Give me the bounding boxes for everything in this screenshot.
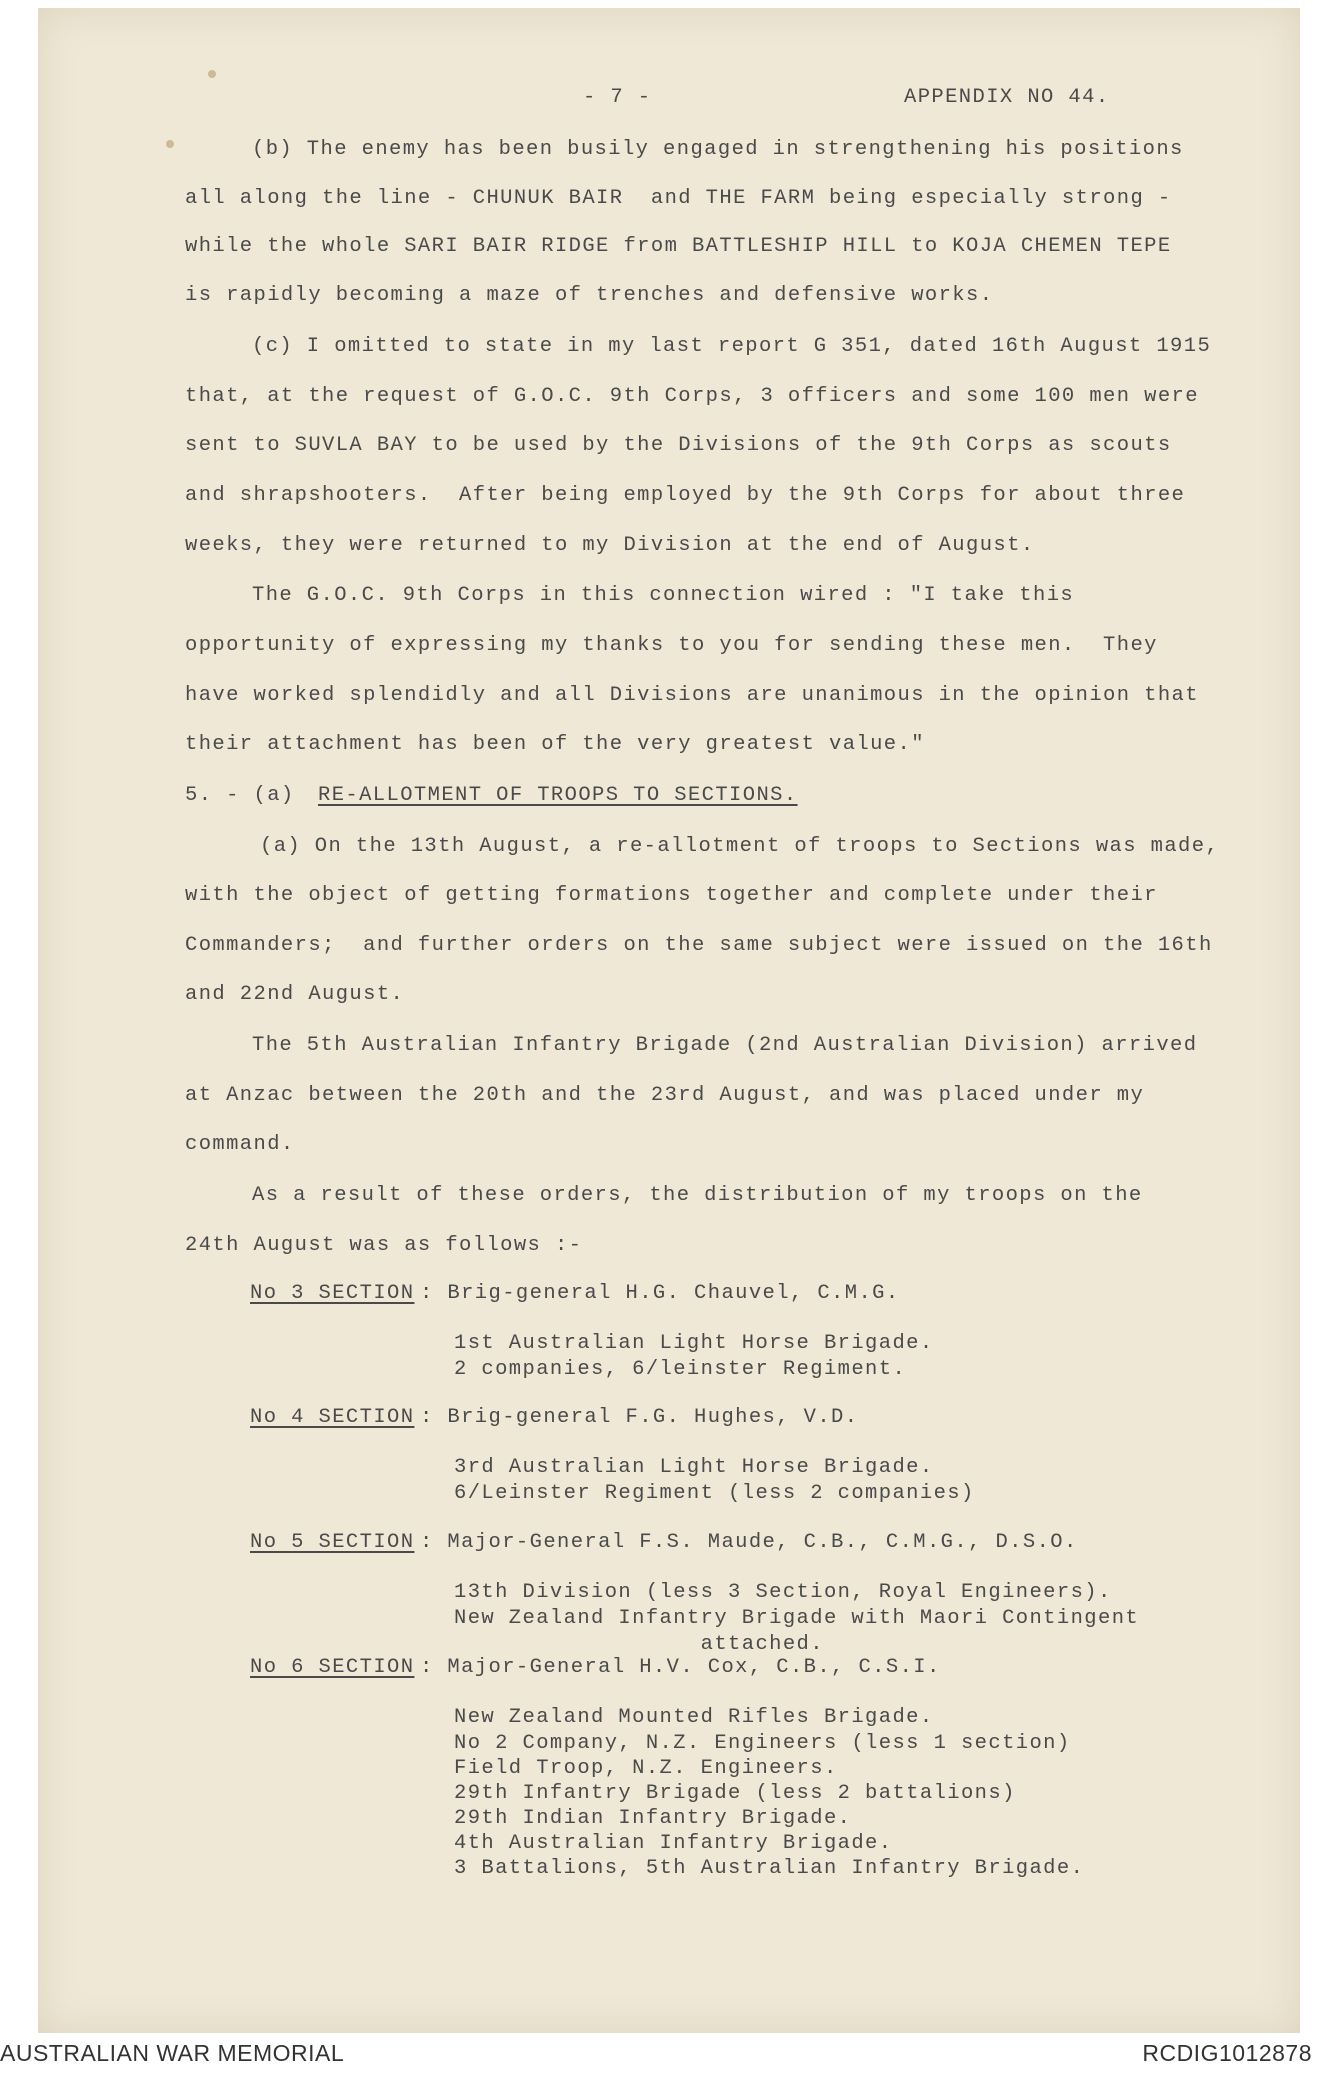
section-label: No 4 SECTION [250, 1406, 415, 1429]
paragraph-c-line: weeks, they were returned to my Division at the end of August. [185, 534, 1035, 557]
paragraph-c-line: sent to SUVLA BAY to be used by the Divisions of the 9th Corps as scouts [185, 434, 1172, 457]
section-unit: Field Troop, N.Z. Engineers. [454, 1757, 838, 1780]
paragraph-a-line: and 22nd August. [185, 983, 405, 1006]
section-unit: 3 Battalions, 5th Australian Infantry Brigade. [454, 1857, 1085, 1880]
section-label: No 3 SECTION [250, 1282, 415, 1305]
result-line: 24th August was as follows :- [185, 1234, 583, 1257]
fifth-brigade-line: at Anzac between the 20th and the 23rd August, and was placed under my [185, 1084, 1145, 1107]
section-unit: 6/Leinster Regiment (less 2 companies) [454, 1482, 975, 1505]
paper-mark [166, 140, 174, 148]
goc-paragraph-line: have worked splendidly and all Divisions are unanimous in the opinion that [185, 684, 1199, 707]
paragraph-a-line: (a) On the 13th August, a re-allotment of troops to Sections was made, [260, 835, 1220, 858]
section-label: No 6 SECTION [250, 1656, 415, 1679]
section-commander: : Brig-general F.G. Hughes, V.D. [420, 1406, 859, 1429]
section-commander: : Major-General F.S. Maude, C.B., C.M.G., D.S.O. [420, 1531, 1078, 1554]
page-number: - 7 - [583, 86, 652, 109]
section-commander: : Major-General H.V. Cox, C.B., C.S.I. [420, 1656, 941, 1679]
fifth-brigade-line: command. [185, 1133, 295, 1156]
paragraph-b-line: (b) The enemy has been busily engaged in strengthening his positions [252, 138, 1184, 161]
section-unit: 13th Division (less 3 Section, Royal Engineers). [454, 1581, 1112, 1604]
section-unit: 2 companies, 6/leinster Regiment. [454, 1358, 907, 1381]
footer-source: AUSTRALIAN WAR MEMORIAL [0, 2040, 345, 2066]
section-unit: 4th Australian Infantry Brigade. [454, 1832, 893, 1855]
section-unit: No 2 Company, N.Z. Engineers (less 1 section) [454, 1732, 1071, 1755]
result-line: As a result of these orders, the distribution of my troops on the [252, 1184, 1143, 1207]
paragraph-a-line: with the object of getting formations together and complete under their [185, 884, 1158, 907]
goc-paragraph-line: The G.O.C. 9th Corps in this connection wired : "I take this [252, 584, 1075, 607]
fifth-brigade-line: The 5th Australian Infantry Brigade (2nd Australian Division) arrived [252, 1034, 1198, 1057]
paragraph-c-line: and shrapshooters. After being employed by the 9th Corps for about three [185, 484, 1186, 507]
document-page [38, 8, 1300, 2033]
footer-id: RCDIG1012878 [1142, 2040, 1312, 2066]
section-unit: New Zealand Mounted Rifles Brigade. [454, 1706, 934, 1729]
section-unit: attached. [454, 1633, 824, 1656]
goc-paragraph-line: opportunity of expressing my thanks to you for sending these men. They [185, 634, 1158, 657]
paragraph-a-line: Commanders; and further orders on the same subject were issued on the 16th [185, 934, 1213, 957]
section-label: No 5 SECTION [250, 1531, 415, 1554]
section-unit: 29th Indian Infantry Brigade. [454, 1807, 852, 1830]
section-unit: 3rd Australian Light Horse Brigade. [454, 1456, 934, 1479]
paper-mark [208, 70, 216, 78]
section-5-prefix: 5. - (a) [185, 784, 295, 807]
paragraph-c-line: that, at the request of G.O.C. 9th Corps, 3 officers and some 100 men were [185, 385, 1199, 408]
section-commander: : Brig-general H.G. Chauvel, C.M.G. [420, 1282, 900, 1305]
section-5-title: RE-ALLOTMENT OF TROOPS TO SECTIONS. [318, 784, 798, 807]
appendix-label: APPENDIX NO 44. [904, 86, 1110, 109]
section-unit: 29th Infantry Brigade (less 2 battalions) [454, 1782, 1016, 1805]
paragraph-c-line: (c) I omitted to state in my last report G 351, dated 16th August 1915 [252, 335, 1212, 358]
section-unit: 1st Australian Light Horse Brigade. [454, 1332, 934, 1355]
goc-paragraph-line: their attachment has been of the very greatest value." [185, 733, 925, 756]
section-unit: New Zealand Infantry Brigade with Maori Contingent [454, 1607, 1140, 1630]
paragraph-b-line: all along the line - CHUNUK BAIR and THE FARM being especially strong - [185, 187, 1172, 210]
paragraph-b-line: is rapidly becoming a maze of trenches and defensive works. [185, 284, 994, 307]
paragraph-b-line: while the whole SARI BAIR RIDGE from BATTLESHIP HILL to KOJA CHEMEN TEPE [185, 235, 1172, 258]
